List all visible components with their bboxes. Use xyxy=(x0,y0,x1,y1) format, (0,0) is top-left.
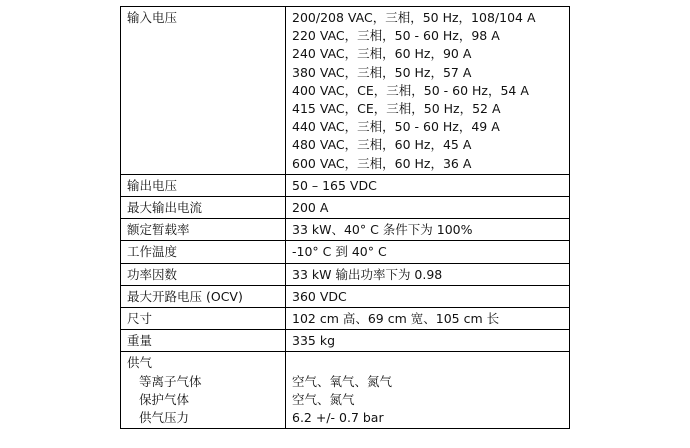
gas-supply-values xyxy=(286,352,570,429)
shield-gas-label: 保护气体 xyxy=(139,391,190,407)
plasma-gas-value: 空气、氧气、氮气 xyxy=(292,373,393,389)
table-row xyxy=(121,219,570,241)
weight-label: 重量 xyxy=(121,330,286,352)
gas-pressure-value: 6.2 +/- 0.7 bar xyxy=(292,410,384,426)
max-output-current-value: 200 A xyxy=(286,197,570,219)
output-voltage-value: 50 – 165 VDC xyxy=(286,174,570,196)
table-row xyxy=(121,285,570,307)
plasma-gas-label: 等离子气体 xyxy=(139,373,202,389)
output-voltage-label: 输出电压 xyxy=(121,174,286,196)
max-output-current-label: 最大输出电流 xyxy=(121,197,286,219)
table-row xyxy=(121,352,570,429)
input-voltage-value: 200/208 VAC，三相，50 Hz，108/104 A xyxy=(292,10,536,25)
rated-duty-cycle-value: 33 kW、40° C 条件下为 100% xyxy=(286,219,570,241)
gas-supply-labels xyxy=(121,352,286,429)
specifications-table xyxy=(120,6,570,429)
table-row xyxy=(121,7,570,175)
shield-gas-value: 空气、氮气 xyxy=(292,391,355,407)
max-ocv-value: 360 VDC xyxy=(286,285,570,307)
rated-duty-cycle-label: 额定暂载率 xyxy=(121,219,286,241)
weight-value: 335 kg xyxy=(286,330,570,352)
gas-pressure-label: 供气压力 xyxy=(139,410,190,426)
input-voltage-value: 380 VAC，三相，50 Hz，57 A xyxy=(292,64,472,80)
gas-supply-spacer xyxy=(292,354,563,372)
input-voltage-label: 输入电压 xyxy=(121,7,286,175)
input-voltage-value: 600 VAC，三相，60 Hz，36 A xyxy=(292,155,472,171)
gas-supply-label: 供气 xyxy=(127,355,153,371)
dimensions-label: 尺寸 xyxy=(121,308,286,330)
table-row xyxy=(121,263,570,285)
table-row xyxy=(121,308,570,330)
power-factor-label: 功率因数 xyxy=(121,263,286,285)
table-row xyxy=(121,174,570,196)
input-voltage-value: 400 VAC，CE，三相，50 - 60 Hz，54 A xyxy=(292,82,529,98)
input-voltage-value: 220 VAC，三相，50 - 60 Hz，98 A xyxy=(292,28,500,44)
input-voltage-values xyxy=(286,7,570,175)
operating-temperature-label: 工作温度 xyxy=(121,241,286,263)
input-voltage-value: 240 VAC，三相，60 Hz，90 A xyxy=(292,46,472,62)
power-factor-value: 33 kW 输出功率下为 0.98 xyxy=(286,263,570,285)
table-row xyxy=(121,197,570,219)
max-ocv-label: 最大开路电压 (OCV) xyxy=(121,285,286,307)
dimensions-value: 102 cm 高、69 cm 宽、105 cm 长 xyxy=(286,308,570,330)
input-voltage-value: 415 VAC，CE，三相，50 Hz，52 A xyxy=(292,101,501,117)
table-row xyxy=(121,330,570,352)
input-voltage-value: 440 VAC，三相，50 - 60 Hz，49 A xyxy=(292,119,500,135)
input-voltage-value: 480 VAC，三相，60 Hz，45 A xyxy=(292,137,472,153)
table-row xyxy=(121,241,570,263)
operating-temperature-value: -10° C 到 40° C xyxy=(286,241,570,263)
